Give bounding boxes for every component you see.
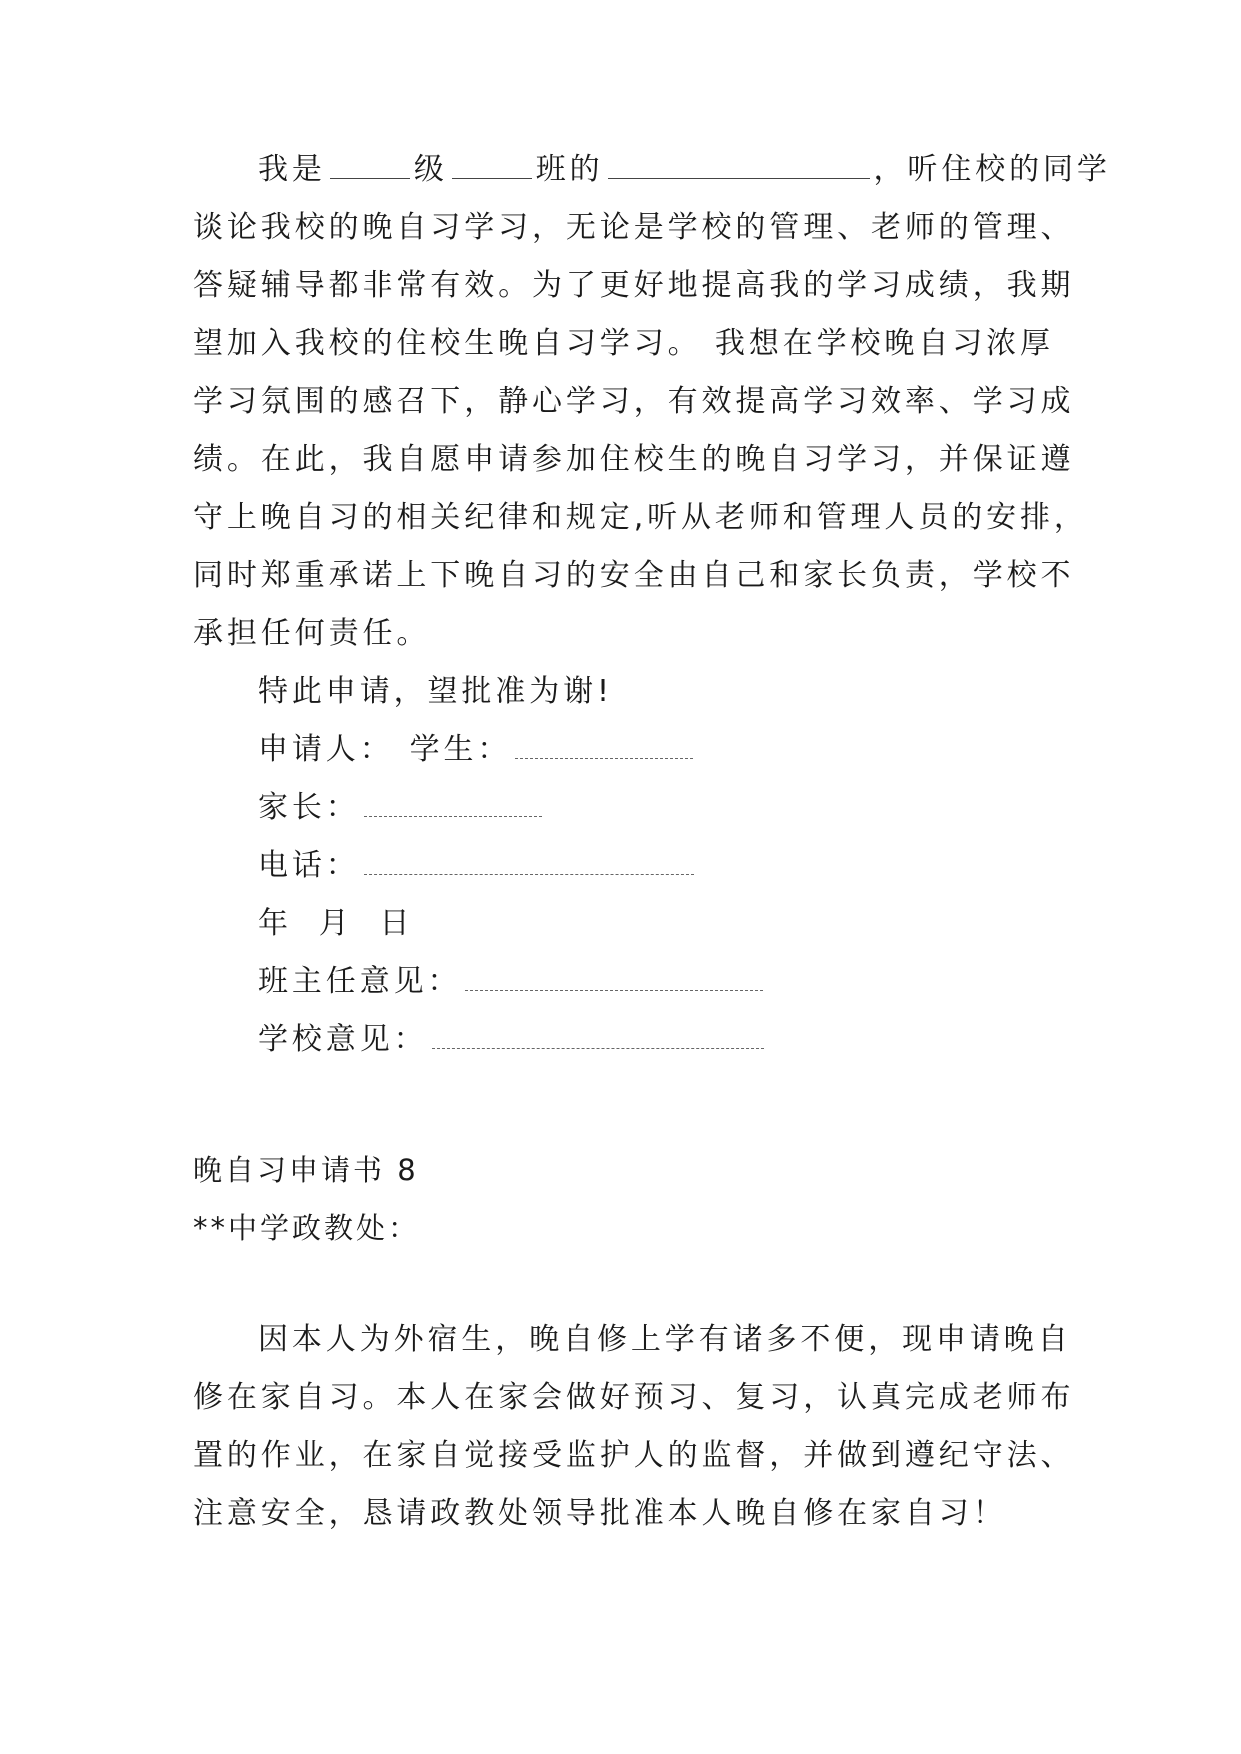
student-label: 学生： xyxy=(409,732,512,767)
phone-line xyxy=(258,846,698,886)
section-2-title: 晚自习申请书 8 xyxy=(193,1153,419,1187)
student-blank xyxy=(515,757,693,759)
paragraph-1-line-8: 同时郑重承诺上下晚自习的安全由自己和家长负责，学校不 xyxy=(193,558,1075,593)
paragraph-2-line-4: 注意安全，恳请政教处领导批准本人晚自修在家自习！ xyxy=(193,1496,1007,1531)
teacher-opinion-line xyxy=(258,962,767,1002)
paragraph-1-line-6: 绩。在此，我自愿申请参加住校生的晚自习学习，并保证遵 xyxy=(193,442,1075,477)
text-segment: 班的 xyxy=(535,152,604,187)
paragraph-2-line-1: 因本人为外宿生，晚自修上学有诸多不便，现申请晚自 xyxy=(258,1322,1072,1357)
name-blank xyxy=(608,177,870,179)
paragraph-1-line-3: 答疑辅导都非常有效。为了更好地提高我的学习成绩，我期 xyxy=(193,268,1075,303)
text-segment: ，听住校的同学 xyxy=(873,152,1111,187)
school-opinion-blank xyxy=(432,1047,764,1049)
parent-blank xyxy=(364,815,542,817)
phone-label: 电话： xyxy=(258,848,360,883)
section-2-addressee: **中学政教处： xyxy=(193,1211,421,1245)
paragraph-1-line-5: 学习氛围的感召下，静心学习，有效提高学习效率、学习成 xyxy=(193,384,1075,419)
paragraph-1-line-4: 望加入我校的住校生晚自习学习。 我想在学校晚自习浓厚 xyxy=(193,326,1054,361)
date-line: 年 月 日 xyxy=(258,906,414,941)
paragraph-1-line-7: 守上晚自习的相关纪律和规定,听从老师和管理人员的安排， xyxy=(193,500,1088,535)
text-segment: 级 xyxy=(413,152,448,187)
school-opinion-label: 学校意见： xyxy=(258,1022,428,1057)
parent-line xyxy=(258,788,546,828)
closing-line: 特此申请，望批准为谢! xyxy=(258,674,613,709)
applicant-label: 申请人： xyxy=(258,732,394,767)
parent-label: 家长： xyxy=(258,790,360,825)
paragraph-1-line-2: 谈论我校的晚自习学习，无论是学校的管理、老师的管理、 xyxy=(193,210,1075,245)
phone-blank xyxy=(364,873,694,875)
school-opinion-line xyxy=(258,1020,768,1060)
grade-blank xyxy=(330,177,410,179)
applicant-line xyxy=(258,730,697,770)
paragraph-2-line-3: 置的作业，在家自觉接受监护人的监督，并做到遵纪守法、 xyxy=(193,1438,1075,1473)
paragraph-1-line-1 xyxy=(258,150,1111,190)
text-segment: 我是 xyxy=(258,152,326,187)
paragraph-2-line-2: 修在家自习。本人在家会做好预习、复习，认真完成老师布 xyxy=(193,1380,1075,1415)
teacher-opinion-blank xyxy=(465,989,763,991)
class-blank xyxy=(452,177,532,179)
paragraph-1-line-9: 承担任何责任。 xyxy=(193,616,431,651)
teacher-opinion-label: 班主任意见： xyxy=(258,964,462,999)
